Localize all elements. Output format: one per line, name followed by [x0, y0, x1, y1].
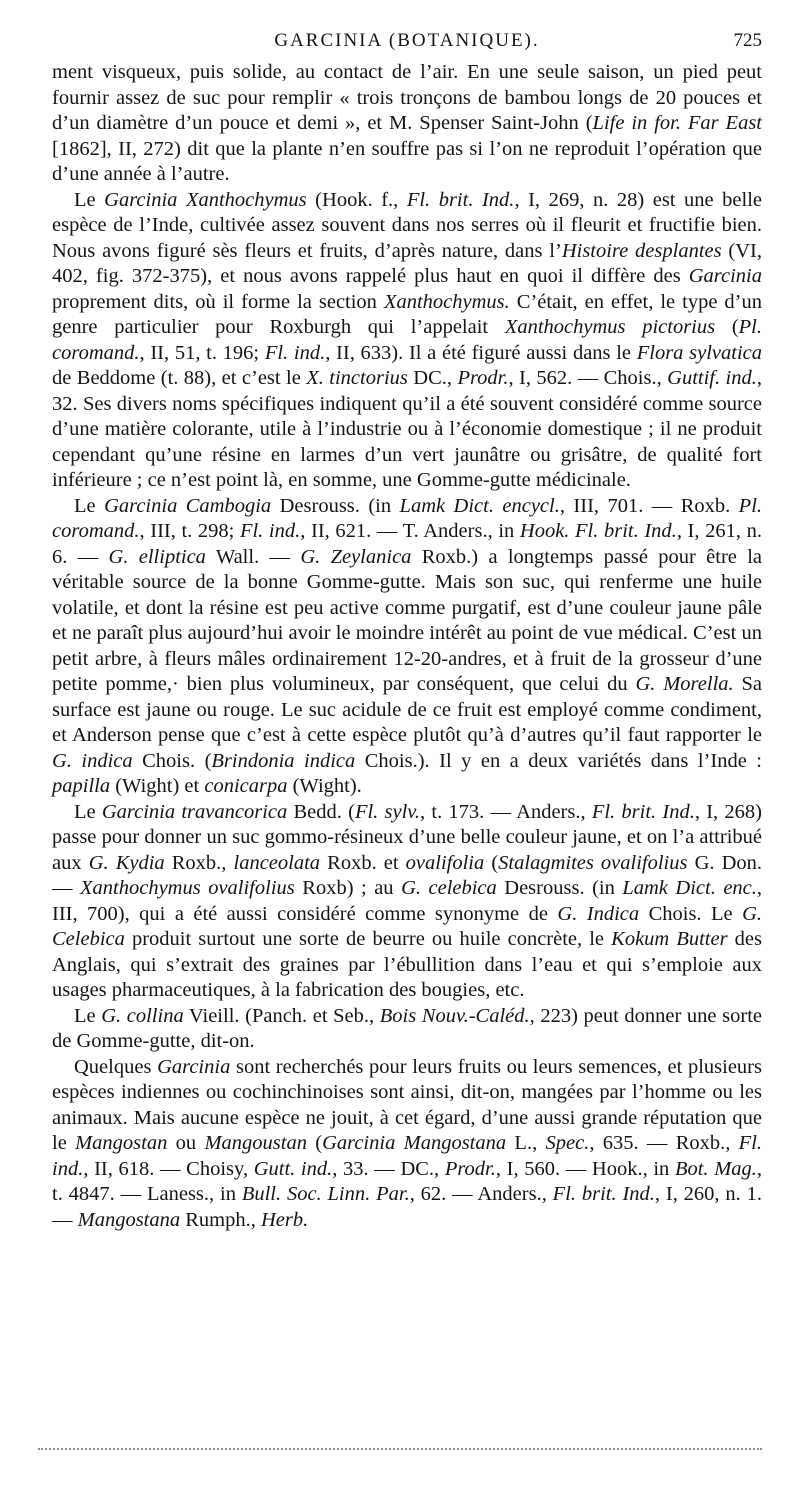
text-run: , 223) peut donner une sorte de Gomme-gutte, dit-on. [52, 1004, 762, 1052]
italic-text: Xanthochymus. [383, 290, 510, 313]
footer-dotted-rule [38, 1448, 762, 1458]
italic-text: Fl. brit. Ind. [552, 1183, 655, 1205]
text-run: , II, 621. — T. Anders., in [300, 520, 520, 542]
text-run: Le [74, 1004, 102, 1027]
paragraph [52, 800, 762, 1004]
text-run: produit surtout une sorte de beurre ou huile concrète, le [124, 928, 612, 950]
text-run: Chois. ( [132, 749, 212, 772]
page-number: 725 [733, 30, 762, 51]
italic-text: G. Morella. [635, 673, 734, 695]
text-run: Wall. — [205, 545, 301, 568]
text-run: , III, 700), qui a été aussi considéré comme synonyme de [52, 877, 763, 925]
italic-text: Histoire desplantes [561, 239, 722, 262]
italic-text: Lamk Dict. encycl. [399, 494, 560, 517]
text-run: , 33. — DC., [332, 1157, 445, 1180]
text-run: Desrouss. (in [496, 877, 623, 899]
italic-text: Xanthochymus ovalifolius [80, 877, 295, 899]
text-run: Vieill. (Panch. et Seb., [183, 1004, 380, 1027]
text-run: Chois. Le [639, 902, 743, 925]
italic-text: Fl. brit. Ind. [591, 800, 695, 823]
italic-text: G. Celebica [52, 902, 762, 950]
text-run: , II, 618. — Choisy, [83, 1157, 254, 1180]
paragraph [52, 494, 762, 800]
text-run: , II, 633). Il a été figuré aussi dans le [325, 341, 637, 364]
paragraph [52, 1055, 762, 1234]
page-header [52, 30, 762, 56]
italic-text: Pl. coromand. [52, 494, 763, 542]
text-run: , I, 268) passe pour donner un suc gommo-résineux d’une belle couleur jaune, et on l’a attribué aux [52, 800, 762, 874]
text-run: , I, 560. — Hook., in [495, 1157, 675, 1180]
italic-text: Fl. ind. [52, 1132, 763, 1180]
text-run: Le [74, 494, 105, 517]
italic-text: Fl. ind. [264, 341, 326, 364]
italic-text: Mangoustan [204, 1132, 307, 1154]
text-run: ( [306, 1132, 323, 1154]
italic-text: Spec. [545, 1132, 590, 1154]
text-run: Roxb. et [320, 851, 406, 874]
text-run: , I, 562. — Chois., [508, 367, 668, 389]
text-run: , I, 269, n. 28) est une belle espèce de l’Inde, cultivée assez souvent dans nos serres où il fleurit et fructifie bien. Nous avons figuré sès fleurs et fruits, d’après nature, dans l’ [52, 188, 762, 262]
italic-text: Pl. coromand. [52, 316, 762, 364]
italic-text: Fl. sylv. [354, 800, 421, 823]
text-run: Desrouss. (in [271, 494, 400, 517]
italic-text: Xanthochymus pictorius [504, 316, 716, 338]
text-run: ou [167, 1132, 205, 1154]
italic-text: G. celebica [401, 877, 497, 899]
text-run: (Wight). [287, 775, 362, 797]
italic-text: Fl. brit. Ind. [406, 188, 515, 211]
text-run: , 635. — Roxb., [589, 1132, 739, 1154]
italic-text: G. Kydia [88, 851, 165, 874]
text-run: ( [715, 316, 739, 338]
text-run: Bedd. ( [287, 800, 355, 823]
text-run: Roxb) ; au [294, 877, 402, 899]
text-run: G. Don. — [52, 851, 763, 899]
text-run: Chois.). Il y en a deux variétés dans l’Inde : [355, 749, 762, 772]
text-run: (VI, 402, fig. 372-375), et nous avons rappelé plus haut en quoi il diffère des [52, 239, 762, 287]
italic-text: Kokum Butter [611, 928, 728, 950]
italic-text: Garcinia travancorica [101, 800, 288, 823]
italic-text: G. Indica [557, 902, 640, 925]
text-run: , III, 701. — Roxb. [559, 494, 739, 517]
italic-text: Mangostan [75, 1132, 168, 1154]
italic-text: Bot. Mag. [674, 1157, 757, 1180]
text-run: proprement dits, où il forme la section [52, 290, 384, 313]
text-run: ( [484, 851, 499, 874]
paragraph [52, 188, 762, 494]
italic-text: Guttif. ind. [667, 367, 757, 389]
text-run: , 62. — Anders., [409, 1183, 553, 1205]
text-run: [1862], II, 272) dit que la plante n’en souffre pas si l’on ne reproduit l’opération que d’une année à l’autre. [52, 137, 762, 185]
text-run: Le [74, 188, 105, 211]
italic-text: Hook. Fl. brit. Ind. [519, 520, 677, 542]
text-run: Sa surface est jaune ou rouge. Le suc acidule de ce fruit est employé comme condiment, et Anderson pense que c’est à cette espèce plutôt qu’à d’autres qu’il faut rapporter le [52, 673, 762, 746]
text-run: sont recherchés pour leurs fruits ou leurs semences, et plusieurs espèces indiennes ou cochinchinoises sont ainsi, dit-on, mangées par l’homme ou les animaux. Mais aucune espèce ne jouit, à cet égard, d’une aussi grande réputation que le [52, 1055, 762, 1154]
running-title: GARCINIA (BOTANIQUE). [274, 30, 540, 51]
text-run: , III, t. 298; [139, 520, 240, 542]
text-run: Rumph., [180, 1208, 261, 1231]
text-run: Roxb.) a longtemps passé pour être la véritable source de la bonne Gomme-gutte. Mais son suc, qui renferme une huile volatile, et dont la résine est peu active comme purgatif, est d’une couleur jaune pâle et ne paraît plus aujourd’hui avoir le moindre intérêt au point de vue médical. C’est un petit arbre, à fleurs mâles ordinairement 12-20-andres, et à fruit de la grosseur d’une petite pomme,· bien plus volumineux, par conséquent, que celui du [52, 545, 763, 695]
text-run: , t. 4847. — Laness., in [52, 1157, 763, 1205]
italic-text: G. indica [52, 749, 133, 772]
italic-text: Flora sylvatica [636, 341, 762, 364]
italic-text: Prodr. [457, 367, 509, 389]
italic-text: Bull. Soc. Linn. Par. [241, 1183, 410, 1205]
text-run: L., [506, 1132, 546, 1154]
text-run: ment visqueux, puis solide, au contact de l’air. En une seule saison, un pied peut fournir assez de suc pour remplir « trois tronçons de bambou longs de 20 pouces et d’un diamètre d’un pouce et demi », et M. Spenser Saint-John ( [52, 61, 762, 134]
italic-text: Fl. ind. [239, 520, 301, 542]
text-run: de Beddome (t. 88), et c’est le [52, 367, 307, 389]
italic-text: Lamk Dict. enc. [622, 877, 757, 899]
text-run: , I, 260, n. 1. — [52, 1183, 762, 1231]
paragraph [52, 60, 762, 188]
italic-text: ovalifolia [405, 851, 485, 874]
text-run: Roxb., [164, 851, 234, 874]
text-run: des Anglais, qui s’extrait des graines par l’ébullition dans l’eau et qui s’emploie aux usages pharmaceutiques, à la fabrication des bougies, etc. [52, 928, 762, 1001]
paragraph [52, 1004, 762, 1055]
italic-text: conicarpa [204, 775, 288, 797]
italic-text: Mangostana [77, 1208, 181, 1231]
text-run: C’était, en effet, le type d’un genre particulier pour Roxburgh qui l’appelait [52, 290, 762, 338]
italic-text: Herb. [261, 1208, 309, 1231]
italic-text: Garcinia [688, 265, 762, 287]
body-text [52, 60, 762, 1233]
text-run: Le [74, 800, 102, 823]
text-run: DC., [407, 367, 458, 389]
text-run: , I, 261, n. 6. — [52, 520, 762, 568]
italic-text: G. elliptica [108, 545, 206, 568]
text-run: (Wight) et [110, 775, 205, 797]
italic-text: G. Zeylanica [300, 545, 412, 568]
text-run: (Hook. f., [306, 188, 407, 211]
text-run: , 32. Ses divers noms spécifiques indiquent qu’il a été souvent considéré comme source d’une matière colorante, utile à l’industrie ou à l’économie domestique ; il ne produit cependant qu’une résine en larmes d’un vert jaunâtre ou grisâtre, de qualité fort inférieure ; ce n’est point là, en somme, une Gomme-gutte médicinale. [52, 367, 762, 491]
italic-text: X. tinctorius [306, 367, 408, 389]
text-run: Quelques [74, 1055, 158, 1078]
italic-text: Garcinia Mangostana [322, 1132, 507, 1154]
italic-text: Garcinia Cambogia [104, 494, 272, 517]
italic-text: Life in for. Far East [592, 112, 762, 134]
italic-text: G. collina [101, 1004, 184, 1027]
text-run: , II, 51, t. 196; [139, 341, 265, 364]
italic-text: Stalagmites ovalifolius [498, 851, 688, 874]
italic-text: Gutt. ind. [253, 1157, 333, 1180]
italic-text: Prodr. [444, 1157, 496, 1180]
italic-text: Garcinia [157, 1055, 231, 1078]
italic-text: Bois Nouv.-Caléd. [379, 1004, 530, 1027]
italic-text: papilla [52, 775, 111, 797]
italic-text: Brindonia indica [211, 749, 356, 772]
italic-text: Garcinia Xanthochymus [104, 188, 307, 211]
text-run: , t. 173. — Anders., [420, 800, 592, 823]
italic-text: lanceolata [233, 851, 321, 874]
